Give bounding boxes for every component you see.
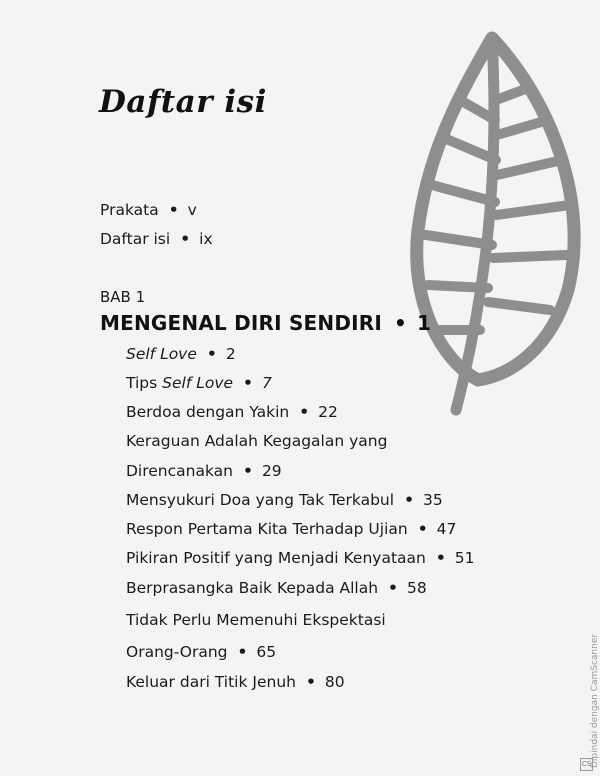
toc-entry-berdoa[interactable] (126, 403, 338, 421)
scanner-watermark (578, 633, 600, 770)
toc-entry-label: Direncanakan (126, 462, 234, 480)
toc-entry-ekspektasi-line1[interactable] (126, 611, 386, 629)
bullet-dot-icon: • (243, 462, 253, 480)
toc-entry-page: ix (199, 230, 213, 248)
chapter-title[interactable] (100, 311, 431, 335)
toc-entry-label: Self Love (126, 345, 197, 363)
toc-entry-berprasangka[interactable] (126, 579, 427, 597)
toc-entry-page: 80 (324, 673, 345, 691)
toc-title: Daftar isi (99, 84, 267, 120)
toc-entry-label: Orang-Orang (126, 643, 228, 661)
toc-entry-page: 47 (436, 520, 457, 538)
toc-entry-page: 58 (406, 579, 427, 597)
toc-entry-page: v (187, 201, 197, 219)
toc-entry-pikiran[interactable] (126, 549, 475, 567)
toc-entry-label: Daftar isi (100, 230, 171, 248)
toc-entry-self-love[interactable] (126, 345, 236, 363)
toc-entry-keraguan-line1[interactable] (126, 432, 387, 450)
toc-entry-label-prefix: Tips (126, 374, 163, 392)
toc-entry-ekspektasi-line2[interactable] (126, 643, 276, 661)
toc-entry-label: Keraguan Adalah Kegagalan yang (126, 432, 388, 450)
toc-entry-page: 65 (256, 643, 277, 661)
bullet-dot-icon: • (394, 311, 408, 335)
toc-entry-label: Respon Pertama Kita Terhadap Ujian (126, 520, 408, 538)
toc-entry-label: Berdoa dengan Yakin (126, 403, 290, 421)
toc-entry-label: Mensyukuri Doa yang Tak Terkabul (126, 491, 395, 509)
bullet-dot-icon: • (435, 549, 446, 567)
toc-entry-respon[interactable] (126, 520, 456, 538)
toc-entry-label-italic: Self Love (162, 374, 234, 392)
toc-entry-page: 51 (454, 549, 475, 567)
bullet-dot-icon: • (417, 520, 428, 538)
toc-entry-label: Keluar dari Titik Jenuh (126, 673, 296, 691)
bullet-dot-icon: • (404, 491, 414, 509)
toc-entry-page: 29 (261, 462, 282, 480)
toc-entry-label: Tidak Perlu Memenuhi Ekspektasi (126, 611, 386, 629)
bullet-dot-icon: • (299, 403, 310, 421)
toc-entry-page: 22 (318, 403, 338, 421)
chapter-page: 1 (417, 311, 432, 335)
bullet-dot-icon: • (206, 345, 217, 363)
leaf-illustration (400, 30, 590, 420)
toc-entry-page: 35 (422, 491, 443, 509)
toc-entry-label: Berprasangka Baik Kepada Allah (126, 579, 379, 597)
bullet-dot-icon: • (388, 579, 398, 597)
toc-entry-label: Pikiran Positif yang Menjadi Kenyataan (126, 549, 426, 567)
scanner-logo-icon: CS (580, 758, 593, 771)
toc-front-item-daftar-isi[interactable] (100, 230, 213, 248)
toc-entry-keraguan-line2[interactable] (126, 462, 282, 480)
toc-front-item-prakata[interactable] (100, 201, 197, 219)
toc-entry-label: Prakata (100, 201, 159, 219)
chapter-number: BAB 1 (100, 288, 146, 306)
bullet-dot-icon: • (180, 230, 191, 248)
toc-entry-keluar[interactable] (126, 673, 345, 691)
toc-entry-tips-self-love[interactable] (126, 374, 272, 392)
bullet-dot-icon: • (168, 201, 179, 219)
toc-entry-mensyukuri[interactable] (126, 491, 443, 509)
chapter-title-text: MENGENAL DIRI SENDIRI (100, 311, 383, 335)
bullet-dot-icon: • (305, 673, 316, 691)
toc-entry-page: 2 (225, 345, 236, 363)
bullet-dot-icon: • (237, 643, 248, 661)
bullet-dot-icon: • (243, 374, 253, 392)
toc-entry-page: 7 (261, 374, 272, 392)
scanner-watermark-text: Dipindai dengan CamScanner (590, 633, 600, 768)
